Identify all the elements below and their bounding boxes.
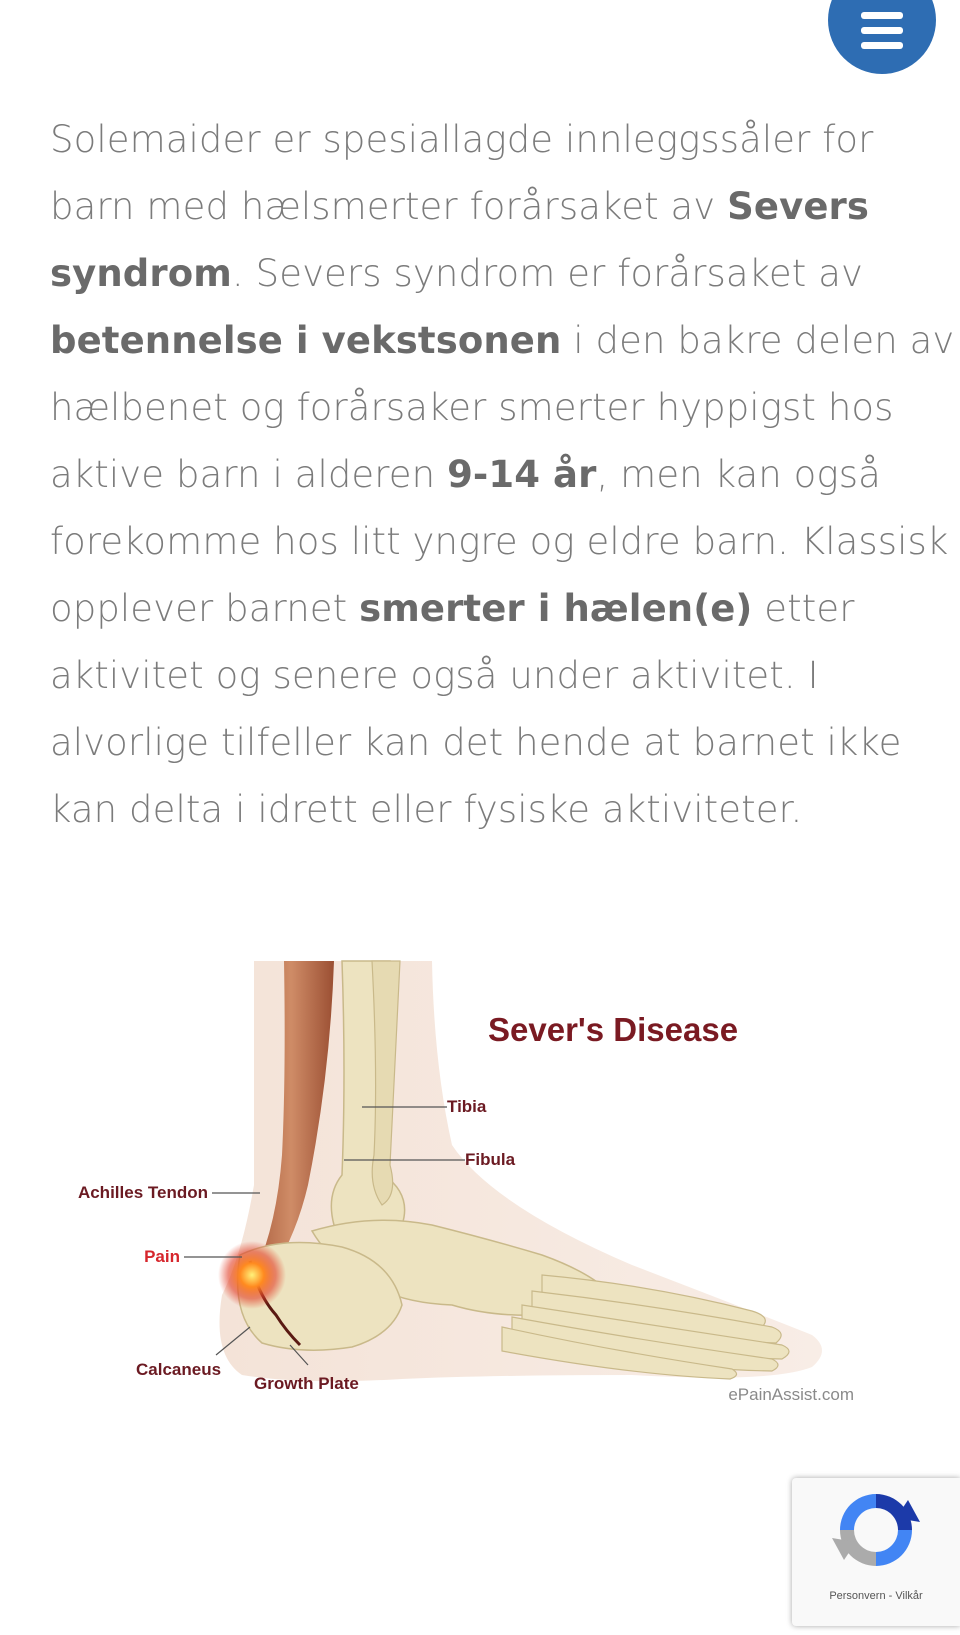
separator: - <box>885 1590 896 1602</box>
label-tibia: Tibia <box>447 1097 487 1116</box>
label-growth-plate: Growth Plate <box>254 1374 359 1393</box>
article-line <box>50 173 930 240</box>
text-segment: barn med hælsmerter forårsaket av <box>50 185 728 228</box>
text-segment: Solemaider er spesiallagde innleggssåler for <box>50 118 874 161</box>
article-line <box>50 642 930 709</box>
article-line <box>50 441 930 508</box>
text-segment: aktive barn i alderen <box>50 453 448 496</box>
bold-text: betennelse i vekstsonen <box>50 319 562 362</box>
article-line <box>50 575 930 642</box>
text-segment: kan delta i idrett eller fysiske aktiviteter. <box>50 788 803 831</box>
article-line <box>50 307 955 374</box>
article-line <box>50 776 930 843</box>
recaptcha-badge[interactable] <box>792 1478 960 1626</box>
text-segment: forekomme hos litt yngre og eldre barn. Klassisk <box>50 520 949 563</box>
hamburger-bar <box>861 42 903 49</box>
text-segment: . Severs syndrom er forårsaket av <box>231 252 863 295</box>
recaptcha-links <box>792 1590 960 1602</box>
pain-glow <box>218 1241 286 1309</box>
article-line <box>50 240 930 307</box>
text-segment: etter <box>752 587 855 630</box>
text-segment: hælbenet og forårsaker smerter hyppigst hos <box>50 386 894 429</box>
recaptcha-logo-icon <box>792 1478 960 1578</box>
article-line <box>50 508 949 575</box>
label-pain: Pain <box>144 1247 180 1266</box>
hamburger-bar <box>861 27 903 34</box>
article-text <box>50 106 955 843</box>
text-segment: i den bakre delen av <box>561 319 955 362</box>
menu-button[interactable] <box>828 0 936 74</box>
label-calcaneus: Calcaneus <box>136 1360 222 1379</box>
article-line <box>50 374 930 441</box>
bold-text: 9-14 år <box>447 453 597 496</box>
label-achilles-tendon: Achilles Tendon <box>77 1183 208 1202</box>
article-line <box>50 709 930 776</box>
text-segment: opplever barnet <box>50 587 360 630</box>
terms-link[interactable]: Vilkår <box>895 1590 923 1602</box>
bold-text: syndrom <box>50 252 232 295</box>
hamburger-menu-icon <box>861 12 903 19</box>
bold-text: Severs <box>727 185 869 228</box>
label-fibula: Fibula <box>465 1150 516 1169</box>
privacy-link[interactable]: Personvern <box>829 1590 886 1602</box>
watermark: ePainAssist.com <box>728 1385 854 1404</box>
article-line <box>50 106 930 173</box>
severs-disease-illustration <box>72 955 912 1475</box>
figure-title: Sever's Disease <box>488 1011 739 1048</box>
text-segment: aktivitet og senere også under aktivitet. I <box>50 654 819 697</box>
text-segment: alvorlige tilfeller kan det hende at barnet ikke <box>50 721 902 764</box>
text-segment: , men kan også <box>596 453 881 496</box>
bold-text: smerter i hælen(e) <box>359 587 753 630</box>
